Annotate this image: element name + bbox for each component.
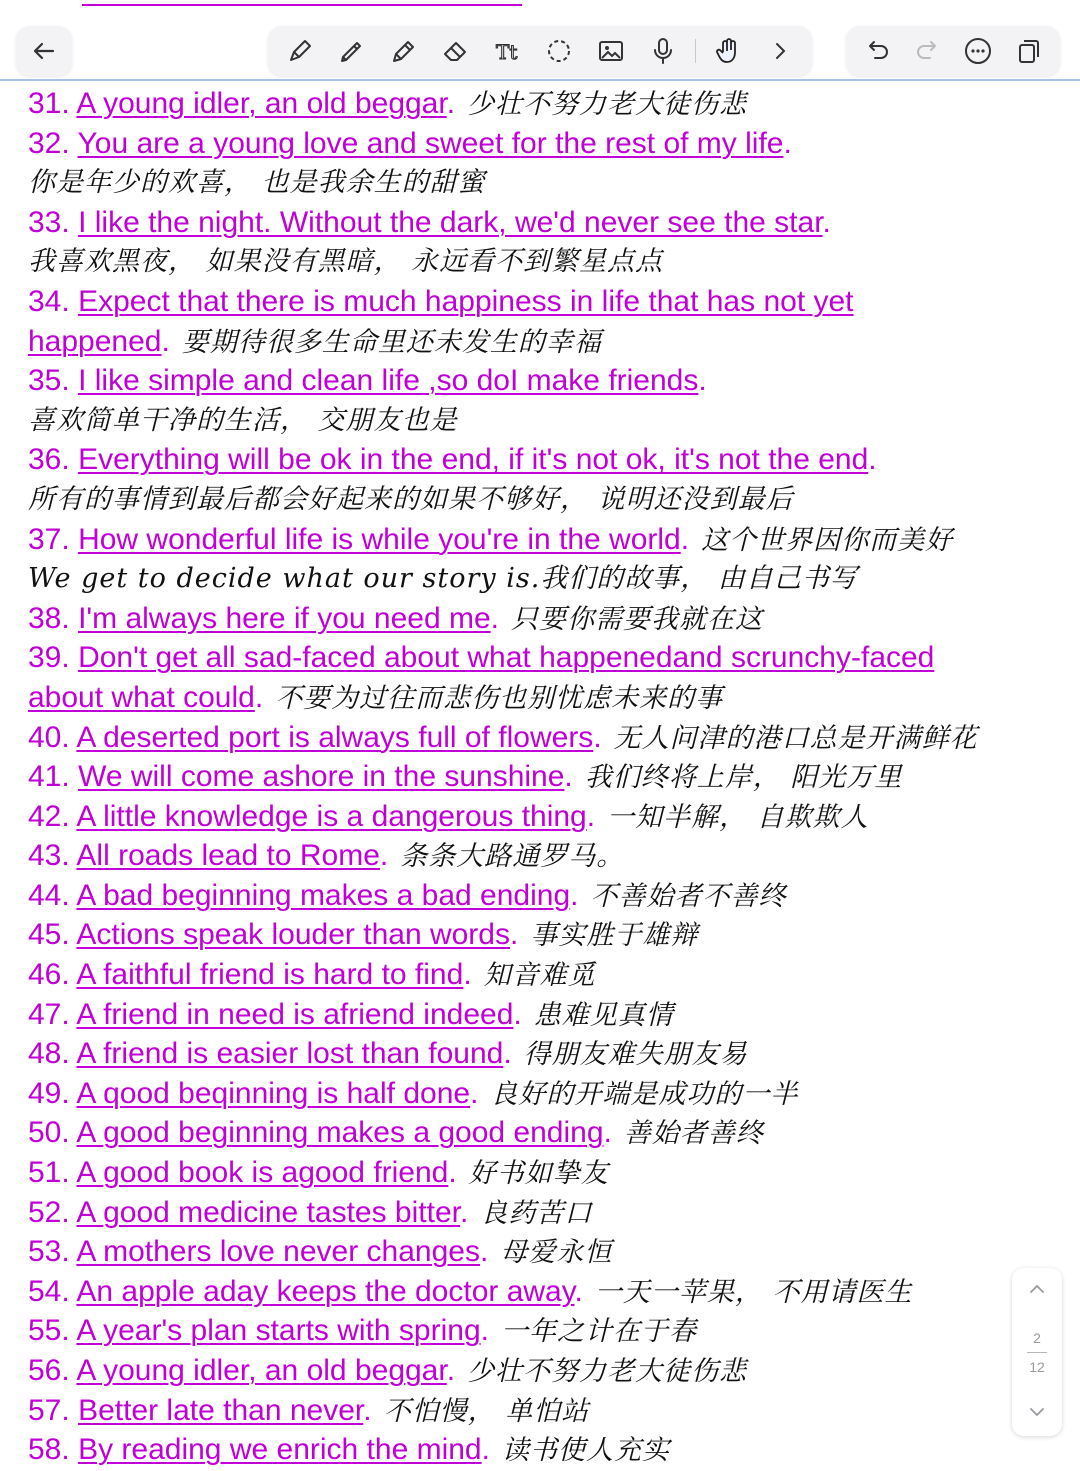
handwritten-translation: 喜欢简单干净的生活， 交朋友也是: [28, 404, 458, 436]
quote-number: 57.: [28, 1393, 70, 1427]
eraser-icon: [441, 36, 471, 66]
quote-line: [28, 638, 1058, 678]
quote-period: .: [564, 760, 573, 794]
image-insert-button[interactable]: [591, 31, 631, 71]
quote-period: .: [603, 1116, 612, 1150]
note-content: [28, 84, 1058, 1470]
pen-tool-icon: [285, 36, 315, 66]
redo-button[interactable]: [908, 31, 948, 71]
handwritten-translation: 一天一苹果， 不用请医生: [594, 1276, 913, 1308]
svg-text:Tt: Tt: [495, 40, 517, 64]
more-options-icon: [963, 36, 993, 66]
quote-period: .: [574, 1274, 583, 1308]
quote-text: We will come ashore in the sunshine: [78, 760, 565, 794]
image-insert-icon: [596, 36, 626, 66]
quote-text: Actions speak louder than words: [76, 918, 510, 952]
page-down-button[interactable]: [1026, 1401, 1048, 1426]
quote-continuation-line: [28, 322, 1058, 362]
quote-text: An apple aday keeps the doctor away: [76, 1274, 575, 1308]
quote-text: I like simple and clean life ,so doI make friends: [78, 364, 699, 398]
quote-period: .: [446, 87, 456, 120]
back-button[interactable]: [24, 31, 64, 71]
quote-number: 38.: [28, 601, 70, 635]
quote-number: 49.: [28, 1076, 70, 1110]
quote-text: Expect that there is much happiness in life that has not yet: [78, 284, 854, 318]
quote-line: [28, 282, 1058, 322]
document-actions: [846, 26, 1060, 76]
quote-line: [28, 1351, 1058, 1391]
handwritten-translation: 一年之计在于春: [501, 1316, 697, 1348]
quote-number: 54.: [28, 1274, 70, 1308]
quote-number: 56.: [28, 1354, 70, 1387]
quote-text: All roads lead to Rome: [76, 839, 380, 873]
quote-number: 31.: [28, 87, 70, 120]
highlighter-button[interactable]: [332, 31, 372, 71]
text-tool-button[interactable]: [488, 31, 528, 71]
quote-line: [28, 1232, 1058, 1272]
quote-period: .: [446, 1354, 456, 1387]
quote-period: .: [513, 997, 522, 1031]
handwritten-translation: 知音难觅: [483, 960, 596, 992]
quote-line: [28, 440, 1058, 480]
quote-text: A deserted port is always full of flowers: [76, 720, 594, 754]
drawing-tools: [268, 26, 812, 76]
quote-number: 35.: [28, 364, 70, 398]
quote-line: [28, 124, 1058, 164]
redo-icon: [913, 36, 943, 66]
handwritten-translation: 一知半解， 自欺欺人: [607, 801, 869, 833]
handwritten-translation: 良药苦口: [480, 1197, 593, 1229]
current-page: 2: [1033, 1329, 1041, 1346]
quote-line: [28, 1272, 1058, 1312]
quote-number: 51.: [28, 1156, 70, 1190]
quote-period: .: [254, 680, 264, 714]
quote-text: A little knowledge is a dangerous thing: [76, 799, 587, 833]
quote-number: 53.: [28, 1235, 70, 1269]
pencil-icon: [389, 36, 419, 66]
chevron-down-icon: [1026, 1401, 1048, 1423]
handwritten-translation: 患难见真情: [533, 999, 674, 1031]
quote-line: [28, 361, 1058, 401]
lasso-select-button[interactable]: [539, 31, 579, 71]
quote-text: A year's plan starts with spring: [76, 1314, 481, 1348]
quote-period: .: [822, 205, 831, 239]
undo-icon: [862, 36, 892, 66]
quote-text: happened: [28, 324, 162, 358]
quote-period: .: [490, 601, 499, 635]
handwritten-translation: 不要为过往而悲伤也别忧虑未来的事: [275, 682, 724, 714]
quote-line: [28, 1113, 1058, 1153]
pen-tool-button[interactable]: [280, 31, 320, 71]
handwritten-line: [28, 559, 1058, 599]
back-arrow-icon: [29, 36, 59, 66]
quote-number: 55.: [28, 1314, 70, 1348]
pages-icon: [1014, 36, 1044, 66]
quote-line: [28, 836, 1058, 876]
quote-line: [28, 797, 1058, 837]
toolbar-divider: [0, 79, 1080, 81]
quote-line: [28, 1430, 1058, 1470]
quote-period: .: [480, 1314, 489, 1348]
quote-line: [28, 1074, 1058, 1114]
page-divider: [1027, 1352, 1047, 1353]
more-tools-button[interactable]: [760, 31, 800, 71]
quote-text: A faithful friend is hard to find: [76, 958, 464, 992]
quote-period: .: [448, 1156, 457, 1190]
quote-period: .: [698, 364, 707, 398]
quote-text: Everything will be ok in the end, if it's not ok, it's not the end: [78, 443, 869, 477]
handwritten-line: [28, 242, 1058, 282]
lasso-select-icon: [544, 36, 574, 66]
quote-number: 41.: [28, 760, 70, 794]
handwritten-translation: 条条大路通罗马。: [400, 841, 625, 873]
quote-period: .: [379, 839, 389, 873]
quote-line: [28, 757, 1058, 797]
handwritten-translation: 无人问津的港口总是开满鲜花: [613, 722, 978, 754]
touch-hand-button[interactable]: [708, 31, 748, 71]
handwritten-translation: 你是年少的欢喜， 也是我余生的甜蜜: [28, 167, 486, 199]
microphone-icon: [648, 36, 678, 66]
quote-number: 46.: [28, 958, 70, 992]
quote-number: 32.: [28, 126, 70, 160]
quote-number: 44.: [28, 878, 70, 912]
handwritten-translation: 少壮不努力老大徒伤悲: [467, 1356, 748, 1387]
quote-line: [28, 955, 1058, 995]
handwritten-translation: 少壮不努力老大徒伤悲: [467, 89, 748, 120]
quote-continuation-line: [28, 678, 1058, 718]
quote-number: 42.: [28, 799, 70, 833]
quote-line: [28, 995, 1058, 1035]
pages-button[interactable]: [1009, 31, 1049, 71]
quote-number: 48.: [28, 1037, 70, 1071]
quote-text: You are a young love and sweet for the rest of my life: [77, 126, 784, 160]
quote-line: [28, 1311, 1058, 1351]
quote-period: .: [161, 324, 170, 358]
quote-text: By reading we enrich the mind: [78, 1433, 482, 1467]
quote-text: A good book is agood friend: [76, 1156, 449, 1190]
quote-line: [28, 1034, 1058, 1074]
back-pill: [16, 26, 72, 76]
handwritten-translation: 好书如挚友: [468, 1158, 609, 1190]
quote-number: 58.: [28, 1433, 70, 1467]
quote-text: Don't get all sad-faced about what happenedand scrunchy-faced: [78, 641, 935, 675]
quote-period: .: [510, 918, 519, 952]
microphone-button[interactable]: [643, 31, 683, 71]
handwritten-translation: 我喜欢黑夜， 如果没有黑暗， 永远看不到繁星点点: [28, 246, 664, 278]
page-up-button[interactable]: [1026, 1278, 1048, 1303]
quote-number: 50.: [28, 1116, 70, 1150]
handwritten-translation: 所有的事情到最后都会好起来的如果不够好， 说明还没到最后: [28, 483, 794, 515]
quote-number: 47.: [28, 997, 70, 1031]
quote-line: [28, 203, 1058, 243]
more-options-button[interactable]: [958, 31, 998, 71]
handwritten-line: [28, 401, 1058, 441]
undo-button[interactable]: [857, 31, 897, 71]
text-tool-icon: [493, 36, 523, 66]
handwritten-translation: 读书使人充实: [501, 1435, 670, 1467]
quote-period: .: [481, 1433, 490, 1467]
quote-text: A qood beqinning is half done: [76, 1076, 471, 1110]
quote-number: 36.: [28, 443, 70, 477]
quote-text: A friend in need is afriend indeed: [76, 997, 514, 1031]
quote-period: .: [459, 1195, 469, 1229]
quote-line: [28, 876, 1058, 916]
quote-period: .: [463, 958, 472, 992]
quote-text: I like the night. Without the dark, we'd never see the star: [78, 205, 823, 239]
quote-text: How wonderful life is while you're in the world: [78, 522, 681, 556]
quote-number: 45.: [28, 918, 70, 952]
handwritten-translation: 不善始者不善终: [590, 880, 787, 912]
quote-line: [28, 1153, 1058, 1193]
handwritten-translation: 这个世界因你而美好: [701, 524, 954, 556]
quote-line: [28, 520, 1058, 560]
chevron-right-icon: [765, 36, 795, 66]
page-navigator: [1012, 1268, 1062, 1436]
handwritten-translation: 事实胜于雄辩: [530, 920, 699, 952]
handwritten-translation: 我们终将上岸， 阳光万里: [584, 762, 903, 794]
quote-text: A mothers love never changes: [76, 1235, 480, 1269]
quote-line: [28, 718, 1058, 758]
quote-text: about what could: [28, 680, 255, 714]
handwritten-translation: 母爱永恒: [500, 1237, 613, 1269]
quote-line: [28, 1193, 1058, 1233]
quote-text: Better late than never: [78, 1393, 364, 1427]
quote-number: 34.: [28, 284, 70, 318]
quote-number: 33.: [28, 205, 70, 239]
eraser-button[interactable]: [436, 31, 476, 71]
quote-text: A friend is easier lost than found: [76, 1037, 504, 1071]
quote-text: A young idler, an old beggar: [76, 1354, 447, 1387]
chevron-up-icon: [1026, 1278, 1048, 1300]
total-pages: 12: [1029, 1358, 1045, 1375]
handwritten-line: [28, 163, 1058, 203]
toolbar: [0, 20, 1080, 82]
quote-number: 52.: [28, 1195, 70, 1229]
quote-period: .: [680, 522, 690, 556]
touch-hand-icon: [713, 36, 743, 66]
handwritten-translation: 要期待很多生命里还未发生的幸福: [181, 326, 602, 358]
quote-period: .: [570, 878, 579, 912]
handwritten-line: [28, 480, 1058, 520]
quote-line: [28, 1391, 1058, 1431]
previous-line-fragment: [0, 0, 1080, 10]
quote-text: A good beginning makes a good ending: [76, 1116, 604, 1150]
quote-period: .: [868, 443, 877, 477]
highlighter-icon: [337, 36, 367, 66]
quote-period: .: [363, 1393, 372, 1427]
quote-number: 39.: [28, 641, 70, 675]
quote-period: .: [586, 799, 596, 833]
quote-line: [28, 599, 1058, 639]
quote-period: .: [593, 720, 602, 754]
pencil-button[interactable]: [384, 31, 424, 71]
handwritten-translation: We get to decide what our story is.我们的故事， 由自己书写: [28, 563, 858, 595]
quote-period: .: [783, 126, 792, 160]
quote-number: 37.: [28, 522, 70, 556]
quote-number: 43.: [28, 839, 70, 873]
toolbar-separator: [695, 39, 696, 63]
handwritten-translation: 只要你需要我就在这: [511, 603, 763, 635]
quote-line: [28, 84, 1058, 124]
quote-text: A bad beginning makes a bad ending: [76, 878, 571, 912]
quote-period: .: [470, 1076, 479, 1110]
handwritten-translation: 不怕慢， 单怕站: [383, 1395, 590, 1427]
quote-text: A good medicine tastes bitter: [76, 1195, 460, 1229]
handwritten-translation: 得朋友难失朋友易: [523, 1039, 748, 1071]
quote-period: .: [479, 1235, 489, 1269]
quote-period: .: [503, 1037, 512, 1071]
handwritten-translation: 善始者善终: [623, 1118, 764, 1150]
quote-line: [28, 915, 1058, 955]
quote-text: A young idler, an old beggar: [76, 87, 447, 120]
handwritten-translation: 良好的开端是成功的一半: [490, 1078, 799, 1110]
quote-number: 40.: [28, 720, 70, 754]
quote-text: I'm always here if you need me: [78, 601, 491, 635]
